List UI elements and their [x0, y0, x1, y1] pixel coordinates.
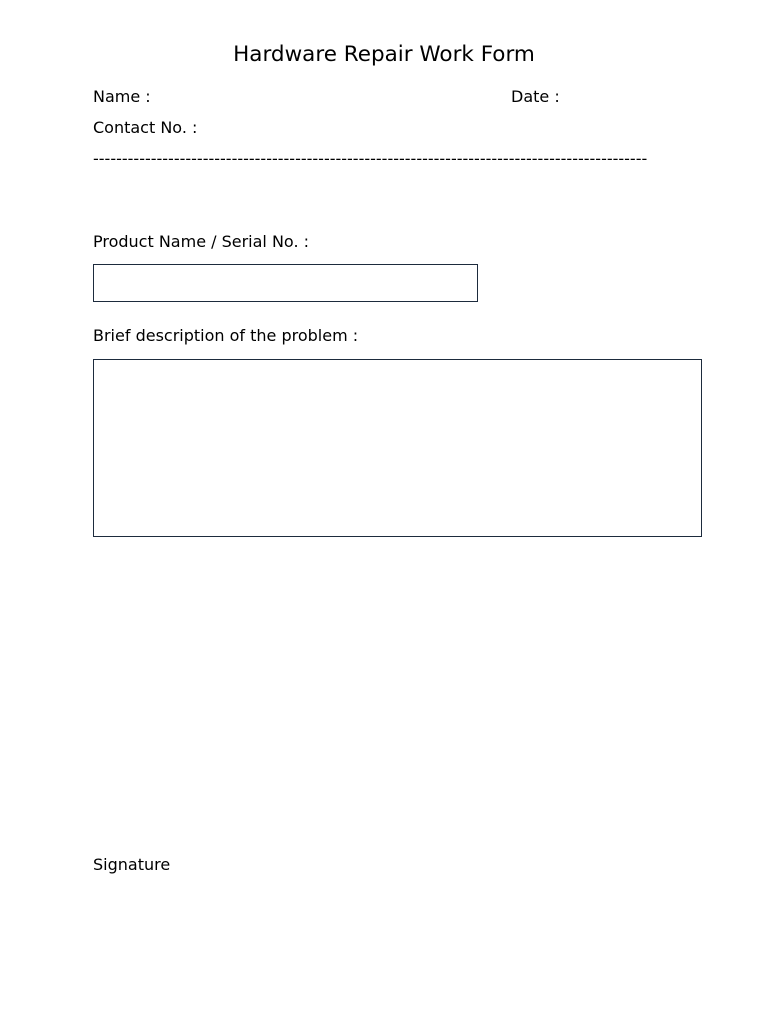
signature-label: Signature [93, 855, 171, 874]
product-serial-field[interactable] [93, 264, 478, 302]
dashed-separator: ------------------------------------------------------------------------------------------------ [93, 149, 648, 168]
problem-description-label: Brief description of the problem : [93, 326, 359, 345]
product-serial-label: Product Name / Serial No. : [93, 232, 309, 251]
page-title: Hardware Repair Work Form [233, 42, 535, 67]
date-label: Date : [511, 87, 560, 106]
problem-description-field[interactable] [93, 359, 702, 537]
name-label: Name : [93, 87, 151, 106]
contact-label: Contact No. : [93, 118, 198, 137]
